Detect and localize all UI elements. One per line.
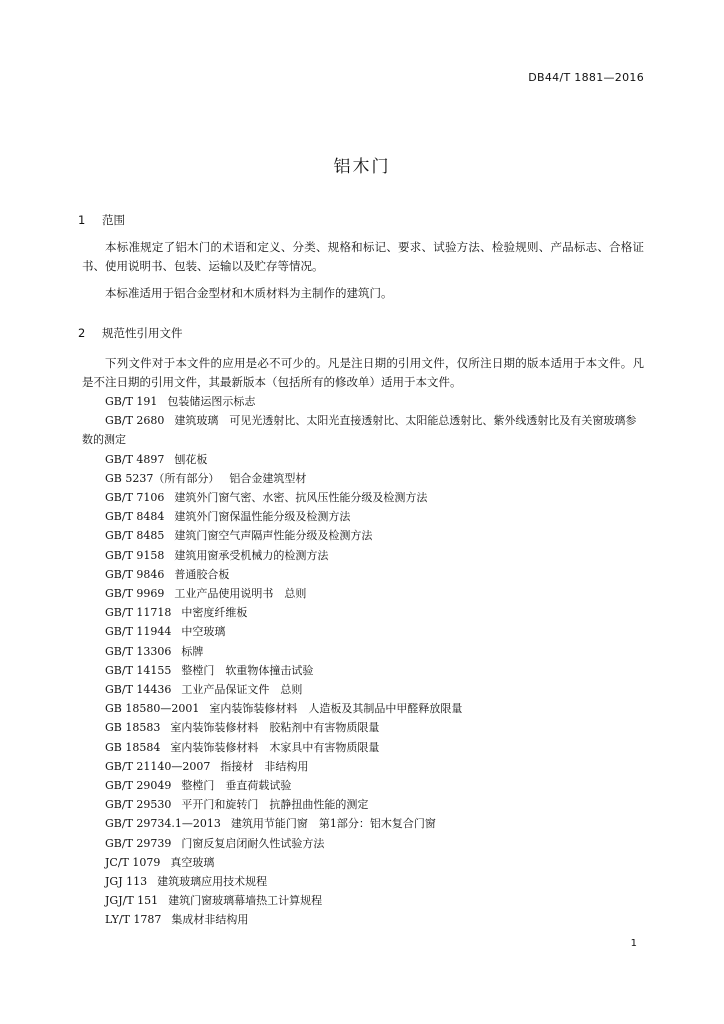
reference-item [82,795,644,814]
reference-code: LY/T 1787 [105,913,162,927]
reference-item [82,891,644,910]
reference-title: 普通胶合板 [174,567,230,581]
scope-paragraph: 本标准适用于铝合金型材和木质材料为主制作的建筑门。 [105,286,393,300]
reference-code: GB/T 29734.1—2013 [105,817,221,831]
reference-code: GB 5237（所有部分） [105,471,220,485]
reference-item [82,603,644,622]
reference-item [82,661,644,680]
reference-title: 建筑用节能门窗 第1部分：铝木复合门窗 [230,817,436,831]
reference-item [82,565,644,584]
section-heading-scope [78,212,125,228]
reference-title: 整樘门 垂直荷载试验 [181,779,292,793]
reference-code: GB/T 191 [105,395,158,408]
reference-title: 室内装饰装修材料 木家具中有害物质限量 [170,740,380,754]
reference-title: 中空玻璃 [181,625,226,639]
reference-item [82,814,644,833]
reference-title: 指接材 非结构用 [220,759,309,773]
reference-title: 门窗反复启闭耐久性试验方法 [181,836,325,850]
reference-title: 平开门和旋转门 抗静扭曲性能的测定 [181,798,369,812]
section-title: 范围 [102,213,125,227]
reference-item [82,488,644,507]
reference-code: GB 18580—2001 [105,702,200,716]
reference-title: 标牌 [181,644,204,658]
section-number: 1 [78,213,86,227]
reference-item [82,680,644,699]
reference-code: GB/T 11718 [105,606,172,620]
reference-item [82,411,644,449]
reference-item [82,526,644,545]
reference-code: GB/T 4897 [105,452,165,466]
reference-item [82,622,644,641]
reference-code: GB/T 7106 [105,491,165,505]
reference-item [82,872,644,891]
reference-code: GB/T 11944 [105,625,172,639]
reference-title: 室内装饰装修材料 胶粘剂中有害物质限量 [170,721,380,735]
reference-item [82,507,644,526]
reference-code: GB 18584 [105,740,161,754]
reference-item [82,776,644,795]
reference-title: 建筑用窗承受机械力的检测方法 [174,548,329,562]
reference-code: GB/T 9969 [105,587,165,601]
reference-title: 真空玻璃 [170,855,215,869]
section-number: 2 [78,326,86,340]
reference-title: 建筑玻璃应用技术规程 [157,875,268,889]
section-heading-normative-references [78,325,183,341]
reference-item [82,834,644,853]
reference-title: 建筑外门窗保温性能分级及检测方法 [174,510,351,524]
reference-code: JC/T 1079 [105,855,161,869]
reference-title: 刨花板 [174,452,208,466]
reference-item [82,642,644,661]
reference-title: 工业产品使用说明书 总则 [174,587,307,601]
section-title: 规范性引用文件 [102,326,183,340]
reference-code: GB/T 8484 [105,510,165,524]
reference-title: 包装储运图示标志 [167,395,256,408]
reference-item [82,469,644,488]
reference-title: 工业产品保证文件 总则 [181,683,303,697]
reference-item [82,699,644,718]
page-title: 铝木门 [333,157,391,177]
reference-item [82,910,644,929]
reference-code: GB/T 14155 [105,663,172,677]
reference-code: JGJ/T 151 [105,894,159,908]
reference-code: JGJ 113 [105,875,148,889]
references-intro: 下列文件对于本文件的应用是必不可少的。凡是注日期的引用文件，仅所注日期的版本适用于本文件。凡是不注日期的引用文件，其最新版本（包括所有的修改单）适用于本文件。 [82,356,644,389]
reference-item [82,853,644,872]
reference-title: 建筑玻璃 可见光透射比、太阳光直接透射比、太阳能总透射比、紫外线透射比及有关窗玻璃参数的测定 [82,414,637,447]
reference-code: GB/T 14436 [105,683,172,697]
reference-code: GB/T 8485 [105,529,165,543]
reference-item [82,718,644,737]
reference-code: GB/T 29049 [105,779,172,793]
reference-title: 建筑门窗玻璃幕墙热工计算规程 [168,894,323,908]
reference-code: GB/T 9846 [105,567,165,581]
reference-title: 集成材非结构用 [171,913,249,927]
reference-list [82,392,644,930]
scope-paragraph: 本标准规定了铝木门的术语和定义、分类、规格和标记、要求、试验方法、检验规则、产品标志、合格证书、使用说明书、包装、运输以及贮存等情况。 [82,240,644,273]
reference-code: GB/T 29739 [105,836,172,850]
reference-code: GB/T 2680 [105,414,165,428]
reference-code: GB/T 9158 [105,548,165,562]
reference-item [82,584,644,603]
reference-item [82,392,644,411]
reference-code: GB/T 13306 [105,644,172,658]
reference-title: 建筑外门窗气密、水密、抗风压性能分级及检测方法 [174,491,428,505]
page-number: 1 [630,938,637,949]
reference-item [82,450,644,469]
reference-title: 建筑门窗空气声隔声性能分级及检测方法 [174,529,373,543]
reference-title: 室内装饰装修材料 人造板及其制品中甲醛释放限量 [209,702,463,716]
document-code: DB44/T 1881—2016 [528,71,644,84]
reference-item [82,546,644,565]
reference-title: 整樘门 软重物体撞击试验 [181,663,314,677]
reference-item [82,757,644,776]
reference-code: GB/T 29530 [105,798,172,812]
reference-code: GB 18583 [105,721,161,735]
reference-item [82,738,644,757]
reference-code: GB/T 21140—2007 [105,759,211,773]
reference-title: 中密度纤维板 [181,606,248,620]
reference-title: 铝合金建筑型材 [229,471,307,485]
